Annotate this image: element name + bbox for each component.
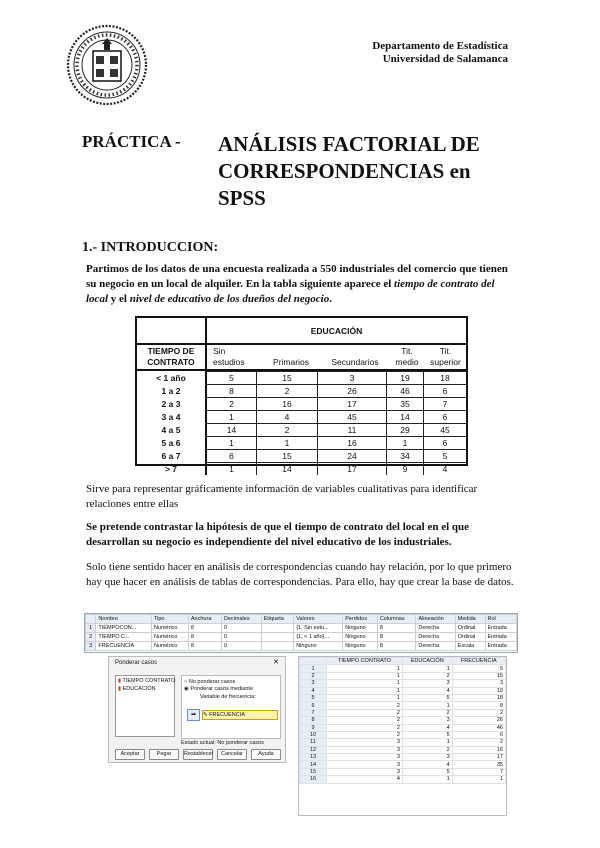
column-header[interactable]: Valores bbox=[294, 615, 343, 624]
intro-end: . bbox=[329, 293, 332, 305]
intro-text: Partimos de los datos de una encuesta realizada a 550 industriales del comercio que tienen su negocio en un local de alquiler. En la tabla siguiente aparece el bbox=[86, 263, 508, 290]
table-cell: 46 bbox=[387, 385, 424, 398]
table-cell: 16 bbox=[257, 398, 318, 411]
table-cell: 18 bbox=[424, 372, 467, 385]
table-cell: 6 bbox=[424, 437, 467, 450]
table-cell[interactable]: 3 bbox=[300, 680, 327, 687]
frequency-variable-label: Variable de frecuencia: bbox=[200, 694, 256, 700]
radio-weight-by[interactable]: ◉ Ponderar casos mediante bbox=[184, 686, 254, 692]
table-cell[interactable]: Entrada bbox=[485, 624, 517, 633]
row-header-line-2: CONTRATO bbox=[147, 357, 195, 367]
table-cell: 5 bbox=[206, 372, 257, 385]
table-cell: 15 bbox=[257, 450, 318, 463]
table-cell[interactable]: Numérico bbox=[151, 624, 188, 633]
table-cell: 24 bbox=[318, 450, 387, 463]
table-cell: 1 bbox=[206, 463, 257, 476]
table-cell[interactable]: 16 bbox=[300, 776, 327, 783]
dialog-button[interactable]: Aceptar bbox=[115, 749, 145, 760]
column-header[interactable] bbox=[300, 658, 327, 665]
table-cell[interactable]: 8 bbox=[188, 642, 221, 651]
weight-options-panel bbox=[181, 675, 281, 739]
column-header: Secundarios bbox=[321, 344, 389, 370]
table-cell[interactable]: 2 bbox=[452, 709, 505, 716]
table-cell[interactable] bbox=[261, 624, 294, 633]
table-cell[interactable]: 17 bbox=[452, 754, 505, 761]
table-cell[interactable]: TIEMPOCON... bbox=[96, 624, 152, 633]
table-row bbox=[137, 372, 466, 385]
row-header bbox=[137, 344, 206, 370]
table-cell[interactable]: 14 bbox=[300, 761, 327, 768]
table-cell[interactable]: 3 bbox=[327, 739, 403, 746]
table-cell: 45 bbox=[318, 411, 387, 424]
table-row bbox=[300, 694, 506, 701]
table-cell[interactable]: 4 bbox=[402, 761, 452, 768]
column-header: Primarios bbox=[261, 344, 321, 370]
table-cell[interactable]: 8 bbox=[377, 633, 416, 642]
table-cell: 2 bbox=[257, 424, 318, 437]
table-row bbox=[137, 424, 466, 437]
table-cell: 2 bbox=[257, 385, 318, 398]
table-cell[interactable]: Ninguno bbox=[343, 633, 378, 642]
table-cell[interactable]: 1 bbox=[402, 739, 452, 746]
table-cell: 17 bbox=[318, 398, 387, 411]
table-cell: 6 bbox=[424, 411, 467, 424]
table-cell[interactable]: 2 bbox=[452, 739, 505, 746]
table-cell[interactable]: Ordinal bbox=[455, 624, 485, 633]
column-header[interactable]: Tipo bbox=[151, 615, 188, 624]
table-cell[interactable]: 4 bbox=[402, 724, 452, 731]
table-row bbox=[300, 709, 506, 716]
row-label: 5 a 6 bbox=[137, 437, 206, 450]
table-cell: 9 bbox=[387, 463, 424, 476]
hypothesis-paragraph: Se pretende contrastar la hipótesis de que el tiempo de contrato del local en el que desarrollan su negocio es independiente del nivel educativo de los industriales. bbox=[86, 521, 470, 548]
instructions-paragraph: Solo tiene sentido hacer en análisis de correspondencias cuando hay relación, por lo que primero hay que hacer en análisis de tablas de correspondencias. Para ello, hay que crear la base de datos. bbox=[86, 561, 514, 588]
table-cell: 6 bbox=[424, 385, 467, 398]
intro-italic-education: nivel de educativo de los dueños del negocio bbox=[129, 293, 330, 305]
table-group-header: EDUCACIÓN bbox=[206, 318, 466, 344]
table-row bbox=[300, 761, 506, 768]
table-cell[interactable]: FRECUENCIA bbox=[96, 642, 152, 651]
table-row bbox=[86, 642, 517, 651]
table-cell[interactable]: 2 bbox=[86, 633, 96, 642]
table-cell: 34 bbox=[387, 450, 424, 463]
intro-italic-contract: tiempo de contrato del local bbox=[86, 278, 495, 305]
dialog-button[interactable]: Pegar bbox=[149, 749, 179, 760]
table-cell[interactable]: Derecha bbox=[416, 642, 455, 651]
table-cell[interactable]: 15 bbox=[452, 672, 505, 679]
table-cell[interactable]: 1 bbox=[86, 624, 96, 633]
table-cell[interactable]: 3 bbox=[327, 754, 403, 761]
university-seal-logo bbox=[66, 24, 148, 106]
table-cell[interactable]: 2 bbox=[402, 709, 452, 716]
table-row bbox=[300, 776, 506, 783]
variable-view-grid bbox=[85, 614, 517, 651]
table-cell: 17 bbox=[318, 463, 387, 476]
table-cell[interactable]: 16 bbox=[452, 746, 505, 753]
title-line-3: SPSS bbox=[218, 186, 266, 210]
list-item-label: TIEMPO CONTRATO bbox=[122, 678, 176, 684]
table-body bbox=[137, 371, 466, 475]
radio-no-weight[interactable]: ○ No ponderar casos bbox=[184, 679, 236, 685]
column-header[interactable]: Medida bbox=[455, 615, 485, 624]
table-cell[interactable]: Numérico bbox=[151, 633, 188, 642]
table-cell[interactable]: 4 bbox=[300, 687, 327, 694]
row-label: > 7 bbox=[137, 463, 206, 476]
table-cell[interactable]: 8 bbox=[377, 624, 416, 633]
contingency-table bbox=[135, 316, 468, 474]
table-cell[interactable]: 18 bbox=[452, 694, 505, 701]
header-row bbox=[86, 615, 517, 624]
list-item[interactable] bbox=[118, 678, 176, 684]
column-header[interactable]: Decimales bbox=[221, 615, 261, 624]
table-cell[interactable]: Ninguno bbox=[294, 642, 343, 651]
table-cell[interactable]: TIEMPO C... bbox=[96, 633, 152, 642]
row-label: 4 a 5 bbox=[137, 424, 206, 437]
table-cell: 45 bbox=[424, 424, 467, 437]
table-cell[interactable]: 0 bbox=[221, 633, 261, 642]
table-cell[interactable]: 19 bbox=[452, 687, 505, 694]
table-cell[interactable]: 0 bbox=[221, 624, 261, 633]
table-cell[interactable]: 6 bbox=[300, 702, 327, 709]
table-row bbox=[300, 731, 506, 738]
table-cell[interactable]: 1 bbox=[327, 687, 403, 694]
table-cell: 4 bbox=[424, 463, 467, 476]
table-row bbox=[300, 717, 506, 724]
column-header[interactable]: Anchura bbox=[188, 615, 221, 624]
table-cell[interactable]: 7 bbox=[452, 768, 505, 775]
table-row bbox=[300, 746, 506, 753]
table-cell[interactable]: 1 bbox=[402, 665, 452, 672]
table-cell[interactable]: 1 bbox=[327, 694, 403, 701]
row-label: 1 a 2 bbox=[137, 385, 206, 398]
table-cell[interactable]: 12 bbox=[300, 746, 327, 753]
table-cell[interactable] bbox=[261, 642, 294, 651]
list-item[interactable] bbox=[118, 686, 172, 692]
table-cell[interactable]: Ninguno bbox=[343, 642, 378, 651]
table-cell[interactable]: 1 bbox=[327, 680, 403, 687]
table-cell[interactable]: 26 bbox=[452, 717, 505, 724]
table-grid bbox=[137, 318, 466, 371]
table-cell[interactable]: 1 bbox=[300, 665, 327, 672]
row-label: 6 a 7 bbox=[137, 450, 206, 463]
current-status: Estado actual: No ponderar casos bbox=[181, 740, 264, 746]
table-cell[interactable]: 9 bbox=[300, 724, 327, 731]
intro-connector: y el bbox=[108, 293, 130, 305]
dialog-button[interactable]: Cancelar bbox=[217, 749, 247, 760]
weight-cases-dialog bbox=[108, 656, 286, 763]
table-cell[interactable]: 4 bbox=[327, 776, 403, 783]
ordinal-variable-icon: ▮ bbox=[118, 686, 123, 692]
row-label: 2 a 3 bbox=[137, 398, 206, 411]
table-row bbox=[300, 672, 506, 679]
table-row bbox=[137, 463, 466, 476]
spss-data-view bbox=[298, 656, 507, 816]
table-row bbox=[300, 680, 506, 687]
column-header[interactable]: Etiqueta bbox=[261, 615, 294, 624]
table-row bbox=[300, 768, 506, 775]
table-cell: 6 bbox=[206, 450, 257, 463]
table-row bbox=[137, 411, 466, 424]
table-cell[interactable]: 0 bbox=[221, 642, 261, 651]
table-cell: 11 bbox=[318, 424, 387, 437]
close-icon[interactable]: ✕ bbox=[273, 659, 279, 666]
table-row bbox=[300, 724, 506, 731]
table-cell: 7 bbox=[424, 398, 467, 411]
table-cell[interactable]: 7 bbox=[300, 709, 327, 716]
table-row bbox=[137, 437, 466, 450]
table-cell[interactable]: 3 bbox=[327, 768, 403, 775]
table-cell[interactable]: Numérico bbox=[151, 642, 188, 651]
table-cell[interactable]: 2 bbox=[327, 717, 403, 724]
department-name: Departamento de Estadística bbox=[372, 40, 508, 52]
dialog-button[interactable]: Ayuda bbox=[251, 749, 281, 760]
table-cell[interactable]: Ordinal bbox=[455, 633, 485, 642]
dialog-button[interactable]: Restablecer bbox=[183, 749, 213, 760]
table-cell: 1 bbox=[257, 437, 318, 450]
list-item-label: EDUCACIÓN bbox=[122, 686, 156, 692]
table-cell[interactable]: 2 bbox=[402, 672, 452, 679]
header-row bbox=[300, 658, 506, 665]
table-cell[interactable]: Derecha bbox=[416, 633, 455, 642]
data-view-grid bbox=[299, 657, 506, 784]
table-cell[interactable]: 8 bbox=[377, 642, 416, 651]
table-cell: 29 bbox=[387, 424, 424, 437]
column-header: Tit. medio bbox=[389, 344, 425, 370]
table-cell[interactable]: 35 bbox=[452, 761, 505, 768]
table-cell: 16 bbox=[318, 437, 387, 450]
row-label: < 1 año bbox=[137, 372, 206, 385]
table-cell[interactable]: 2 bbox=[327, 702, 403, 709]
table-row bbox=[86, 624, 517, 633]
column-header[interactable]: Alineación bbox=[416, 615, 455, 624]
row-header-line-1: TIEMPO DE bbox=[147, 346, 195, 356]
table-cell[interactable]: Entrada bbox=[485, 642, 517, 651]
dialog-title: Ponderar casos bbox=[115, 660, 158, 666]
column-header: Sin estudios bbox=[206, 344, 261, 370]
table-cell[interactable]: 11 bbox=[300, 739, 327, 746]
table-row bbox=[300, 739, 506, 746]
column-header[interactable]: Rol bbox=[485, 615, 517, 624]
table-cell[interactable]: 8 bbox=[188, 624, 221, 633]
university-name: Universidad de Salamanca bbox=[382, 53, 508, 65]
title-line-2: CORRESPONDENCIAS en bbox=[218, 159, 471, 183]
table-cell[interactable]: 1 bbox=[327, 665, 403, 672]
table-cell[interactable]: 2 bbox=[402, 746, 452, 753]
table-cell: 8 bbox=[206, 385, 257, 398]
variable-list[interactable] bbox=[115, 675, 175, 737]
table-cell[interactable]: 2 bbox=[300, 672, 327, 679]
table-cell[interactable]: 1 bbox=[327, 672, 403, 679]
table-cell: 3 bbox=[318, 372, 387, 385]
table-cell[interactable]: Derecha bbox=[416, 624, 455, 633]
practice-label: PRÁCTICA - bbox=[82, 132, 181, 151]
column-header[interactable]: FRECUENCIA bbox=[452, 658, 505, 665]
table-row bbox=[86, 633, 517, 642]
table-cell[interactable]: 46 bbox=[452, 724, 505, 731]
table-cell[interactable]: 8 bbox=[300, 717, 327, 724]
column-header[interactable]: Perdidos bbox=[343, 615, 378, 624]
table-cell[interactable]: 15 bbox=[300, 768, 327, 775]
table-cell[interactable]: Escala bbox=[455, 642, 485, 651]
table-row bbox=[300, 702, 506, 709]
table-cell: 2 bbox=[206, 398, 257, 411]
table-cell[interactable]: 3 bbox=[402, 680, 452, 687]
table-cell: 14 bbox=[206, 424, 257, 437]
column-header[interactable] bbox=[86, 615, 96, 624]
table-cell: 15 bbox=[257, 372, 318, 385]
table-cell[interactable]: 1 bbox=[452, 776, 505, 783]
table-cell[interactable]: 4 bbox=[402, 687, 452, 694]
table-cell[interactable]: 2 bbox=[327, 709, 403, 716]
column-header[interactable]: TIEMPO CONTRATO bbox=[327, 658, 403, 665]
table-cell[interactable]: Entrada bbox=[485, 633, 517, 642]
table-cell: 4 bbox=[257, 411, 318, 424]
intro-paragraph bbox=[86, 262, 516, 307]
table-cell: 5 bbox=[424, 450, 467, 463]
table-row bbox=[137, 398, 466, 411]
section-heading: 1.- INTRODUCCION: bbox=[82, 240, 219, 255]
table-cell: 14 bbox=[387, 411, 424, 424]
title-line-1: ANÁLISIS FACTORIAL DE bbox=[218, 132, 480, 156]
table-cell[interactable]: 1 bbox=[402, 702, 452, 709]
table-cell[interactable]: 10 bbox=[300, 731, 327, 738]
table-cell[interactable]: 13 bbox=[300, 754, 327, 761]
page-title bbox=[218, 131, 518, 212]
table-row bbox=[300, 754, 506, 761]
table-cell: 1 bbox=[387, 437, 424, 450]
table-cell[interactable]: 1 bbox=[402, 776, 452, 783]
table-cell[interactable]: 3 bbox=[402, 717, 452, 724]
spss-variable-view bbox=[84, 613, 518, 653]
table-cell: 26 bbox=[318, 385, 387, 398]
table-cell: 1 bbox=[206, 437, 257, 450]
table-cell[interactable]: 8 bbox=[188, 633, 221, 642]
table-cell[interactable]: 6 bbox=[452, 731, 505, 738]
table-cell: 19 bbox=[387, 372, 424, 385]
move-arrow-button[interactable]: ➡ bbox=[187, 709, 200, 721]
table-cell[interactable]: 3 bbox=[452, 680, 505, 687]
column-header[interactable]: EDUCACIÓN bbox=[402, 658, 452, 665]
table-cell: 14 bbox=[257, 463, 318, 476]
table-cell: 1 bbox=[206, 411, 257, 424]
table-cell[interactable]: {1, Sin estu... bbox=[294, 624, 343, 633]
table-cell[interactable]: 2 bbox=[327, 724, 403, 731]
ordinal-variable-icon: ▮ bbox=[118, 678, 123, 684]
table-cell[interactable]: 3 bbox=[327, 761, 403, 768]
table-cell[interactable] bbox=[261, 633, 294, 642]
table-cell[interactable]: 3 bbox=[86, 642, 96, 651]
table-row bbox=[300, 687, 506, 694]
frequency-variable-field[interactable]: ✎ FRECUENCIA bbox=[202, 710, 278, 720]
table-cell[interactable]: Ninguno bbox=[343, 624, 378, 633]
table-cell[interactable]: 3 bbox=[402, 754, 452, 761]
table-row bbox=[300, 665, 506, 672]
table-cell[interactable]: {1, < 1 año}... bbox=[294, 633, 343, 642]
description-paragraph: Sirve para representar gráficamente información de variables cualitativas para identificar relaciones entre ellas bbox=[86, 483, 478, 510]
table-cell[interactable]: 2 bbox=[327, 731, 403, 738]
table-cell[interactable]: 5 bbox=[300, 694, 327, 701]
table-row bbox=[137, 385, 466, 398]
table-cell[interactable]: 5 bbox=[402, 731, 452, 738]
table-cell[interactable]: 8 bbox=[452, 702, 505, 709]
table-cell[interactable]: 5 bbox=[452, 665, 505, 672]
table-cell: 35 bbox=[387, 398, 424, 411]
column-header[interactable]: Nombre bbox=[96, 615, 152, 624]
table-cell[interactable]: 3 bbox=[327, 746, 403, 753]
department-header bbox=[372, 40, 508, 66]
row-label: 3 a 4 bbox=[137, 411, 206, 424]
table-row bbox=[137, 450, 466, 463]
table-cell[interactable]: 5 bbox=[402, 768, 452, 775]
table-cell[interactable]: 5 bbox=[402, 694, 452, 701]
column-header[interactable]: Columnas bbox=[377, 615, 416, 624]
column-header: Tit. superior bbox=[425, 344, 466, 370]
